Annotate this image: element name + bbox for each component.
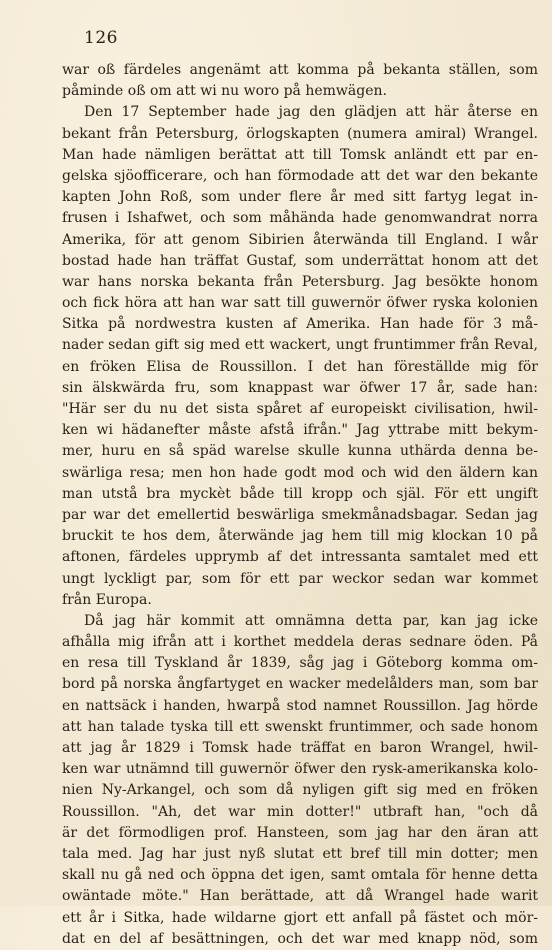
- text-line: påminde oß om att wi nu woro på hemwägen.: [62, 83, 387, 100]
- text-line: bord på norska ångfartyget en wacker medelålders man, som bar: [62, 676, 538, 693]
- text-line: Roussillon. "Ah, det war min dotter!" utbraft han, "och då: [62, 803, 538, 820]
- text-line: att jag år 1829 i Tomsk hade träffat en baron Wrangel, hwil-: [62, 740, 538, 756]
- text-line: par war det emellertid beswärliga smekmånadsbagar. Sedan jag: [62, 506, 538, 523]
- text-line: skall nu gå ned och öppna det igen, samt omtala för henne detta: [62, 867, 538, 884]
- text-line: dat en del af besättningen, och det war med knapp nöd, som: [62, 930, 538, 947]
- text-line: en fröken Elisa de Roussillon. I det han föreställde mig för: [62, 358, 538, 375]
- text-line: bostad hade han träffat Gustaf, som underrättat honom att det: [62, 252, 538, 269]
- text-line: från Europa.: [62, 591, 152, 608]
- text-line: Amerika, för att genom Sibirien återwända till England. I wår: [62, 231, 538, 248]
- text-line: en resa till Tyskland år 1839, såg jag i Göteborg komma om-: [62, 655, 538, 672]
- text-line: nien Ny-Arkangel, och som då nyligen gift sig med en fröken: [62, 782, 538, 799]
- text-line: ken war utnämnd till guwernör öfwer den rysk-amerikanska kolo-: [62, 761, 538, 778]
- text-line: kapten John Roß, som under flere år med sitt fartyg legat in-: [62, 189, 538, 206]
- text-line: ett år i Sitka, hade wildarne gjort ett anfall på fästet och mör-: [62, 909, 538, 926]
- text-line: att han talade tyska till ett swenskt fruntimmer, och sade honom: [62, 718, 538, 735]
- text-line: bekant från Petersburg, örlogskapten (numera amiral) Wrangel.: [62, 125, 538, 142]
- text-line: gelska sjöofficerare, och han förmodade att det war den bekante: [62, 167, 538, 184]
- text-line: nader sedan gift sig med ett wackert, ungt fruntimmer från Reval,: [62, 337, 538, 354]
- body-text: [62, 60, 538, 950]
- text-line: är det förmodligen prof. Hansteen, som jag har den äran att: [62, 824, 538, 841]
- text-line: mer, huru en så späd warelse skulle kunna uthärda denna be-: [62, 443, 538, 460]
- text-line: owäntade möte." Han berättade, att då Wrangel hade warit: [62, 888, 538, 905]
- text-line: ken wi hädanefter måste afstå ifrån." Jag yttrabe mitt bekym-: [62, 422, 538, 439]
- text-line: Den 17 September hade jag den glädjen att här återse en: [84, 104, 538, 121]
- text-line: och fick höra att han war satt till guwernör öfwer ryska kolonien: [62, 295, 538, 312]
- text-line: "Här ser du nu det sista spåret af europeiskt civilisation, hwil-: [62, 401, 538, 417]
- text-line: afhålla mig ifrån att i korthet meddela deras sednare öden. På: [62, 634, 538, 651]
- text-line: war oß färdeles angenämt att komma på bekanta ställen, som: [62, 62, 538, 78]
- text-line: swärliga resa; men hon hade godt mod och wid den äldern kan: [62, 464, 538, 481]
- text-line: war hans norska bekanta från Petersburg. Jag besökte honom: [62, 273, 538, 290]
- text-line: en nattsäck i handen, hwarpå stod namnet Roussillon. Jag hörde: [62, 697, 538, 714]
- text-line: tala med. Jag har just nyß slutat ett bref till min dotter; men: [62, 845, 538, 862]
- text-line: ungt lyckligt par, som för ett par weckor sedan war kommet: [62, 570, 538, 587]
- text-line: Då jag här kommit att omnämna detta par, kan jag icke: [84, 612, 538, 629]
- text-line: frusen i Ishafwet, och som måhända hade genomwandrat norra: [62, 210, 538, 227]
- page-number: 126: [84, 28, 118, 48]
- text-line: aftonen, färdeles upprymb af det intressanta samtalet med ett: [62, 549, 538, 566]
- text-line: man utstå bra myckèt både till kropp och själ. För ett ungift: [62, 485, 538, 502]
- text-line: Man hade nämligen berättat att till Tomsk anländt ett par en-: [62, 146, 538, 163]
- text-line: Sitka på nordwestra kusten af Amerika. Han hade för 3 må-: [62, 316, 538, 333]
- text-line: bruckit te hos dem, återwände jag hem till mig klockan 10 på: [62, 528, 538, 545]
- text-line: sin älskwärda fru, som knappast war öfwer 17 år, sade han:: [62, 379, 538, 396]
